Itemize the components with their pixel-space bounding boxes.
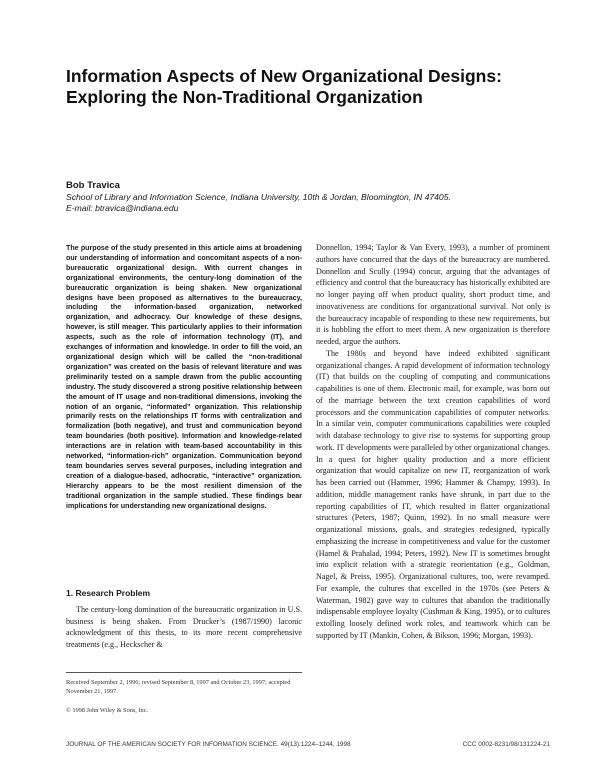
body-paragraph-2: The 1980s and beyond have indeed exhibited significant organizational changes. A rapid development of information technology (IT) that builds on the coupling of computing and communications capabilities is one of them. Electronic mail, for example, was born out of the marriage between the text creation capabilities of word processors and the communication capabilities of computer networks. In a similar vein, computer communications capabilities were coupled with database technology to give rise to systems for supporting group work. IT developments were paralleled by other organizational changes. In a quest for higher quality production and a more efficient organization that would capitalize on new IT, reorganization of work has been carried out (Hammer, 1996; Hammer & Champy, 1993). In addition, middle management ranks have shrunk, in part due to the reporting capabilities of IT, which resulted in flatter organizational structures (Peters, 1987; Quinn, 1992). In no small measure were organizational missions, goals, and strategies redesigned, typically emphasizing the increase in competitiveness and value for the customer (Hamel & Prahalad, 1994; Peters, 1992). New IT is sometimes brought into explicit relation with a strategic reorientation (e.g., Goldman, Nagel, & Preiss, 1995). Organizational cultures, too, were revamped. For example, the cultures that excelled in the 1970s (see Peters & Waterman, 1982) gave way to cultures that abandon the traditionally indispensable employee loyalty (Cushman & King, 1995), or to cultures extolling loosely defined work roles, and teamwork which can be supported by IT (Mankin, Cohen, & Bikson, 1996; Morgan, 1993). (316, 348, 550, 640)
author-affiliation-block (66, 192, 546, 214)
footer-journal-citation: JOURNAL OF THE AMERICAN SOCIETY FOR INFORMATION SCIENCE. 49(13):1224–1244, 1998 (66, 741, 351, 748)
footnote-copyright: © 1998 John Wiley & Sons, Inc. (66, 707, 149, 714)
author-email: E-mail: btravica@indiana.edu (66, 203, 179, 213)
section-heading: 1. Research Problem (66, 588, 151, 598)
intro-paragraph: The century-long domination of the bureaucratic organization in U.S. business is being shaken. From Drucker’s (1987/1990) laconic acknowledgment of this thesis, to its more recent comprehensive treatments (e.g., Heckscher & (66, 605, 302, 649)
abstract: The purpose of the study presented in this article aims at broadening our understanding of information and concomitant aspects of a non-bureaucratic organizational design. With current changes in organizational environments, the century-long domination of the bureaucratic organization is being shaken. New organizational designs have been proposed as alternatives to the bureaucracy, including the information-based organization, networked organization, and adhocracy. Our knowledge of these designs, however, is still meager. This particularly applies to their information aspects, such as the role of information technology (IT), and exchanges of information and knowledge. In order to fill the void, an organizational design which will be called the “non-traditional organization” was created on the basis of relevant literature and was preliminarily tested on a sample drawn from the public accounting industry. The study discovered a strong positive relationship between the amount of IT usage and non-traditional dimensions, invoking the notion of an organic, “informated” organization. This relationship primarily rests on the relationships IT forms with centralization and formalization (both negative), and trust and communication beyond team boundaries (both positive). Information and knowledge-related interactions are in relation with team-based accountability in this networked, “information-rich” organization. Communication beyond team boundaries serves several purposes, including integration and creation of a dialogue-based, adhocratic, “interactive” organization. Hierarchy appears to be the most resilient dimension of the traditional organization in the sample studied. These findings bear implications for understanding new organizational designs. (66, 244, 302, 510)
body-paragraph-1: Donnellon, 1994; Taylor & Van Every, 1993), a number of prominent authors have concurred that the days of the bureaucracy are numbered. Donnellon and Scully (1994) concur, arguing that the advantages of efficiency and control that the bureaucracy has historically exhibited are no longer paying off when product quality, short product time, and innovativeness are conditions for organizational survival. Not only is the bureaucracy incapable of responding to these new requirements, but it is hobbling the effort to meet them. A new organization is therefore needed, argue the authors. (316, 243, 550, 346)
footnote-divider (66, 672, 302, 673)
footnote-received: Received September 2, 1996; revised September 8, 1997 and October 23, 1997; accepted November 21, 1997. (66, 679, 291, 695)
author-name: Bob Travica (66, 180, 120, 191)
page-footer (66, 741, 550, 748)
article-title: Information Aspects of New Organizational Designs: Exploring the Non-Traditional Organization (66, 66, 502, 107)
author-affiliation: School of Library and Information Science, Indiana University, 10th & Jordan, Bloomington, IN 47405. (66, 192, 451, 202)
right-column (316, 242, 550, 642)
footer-ccc-code: CCC 0002-8231/98/131224-21 (462, 741, 550, 748)
